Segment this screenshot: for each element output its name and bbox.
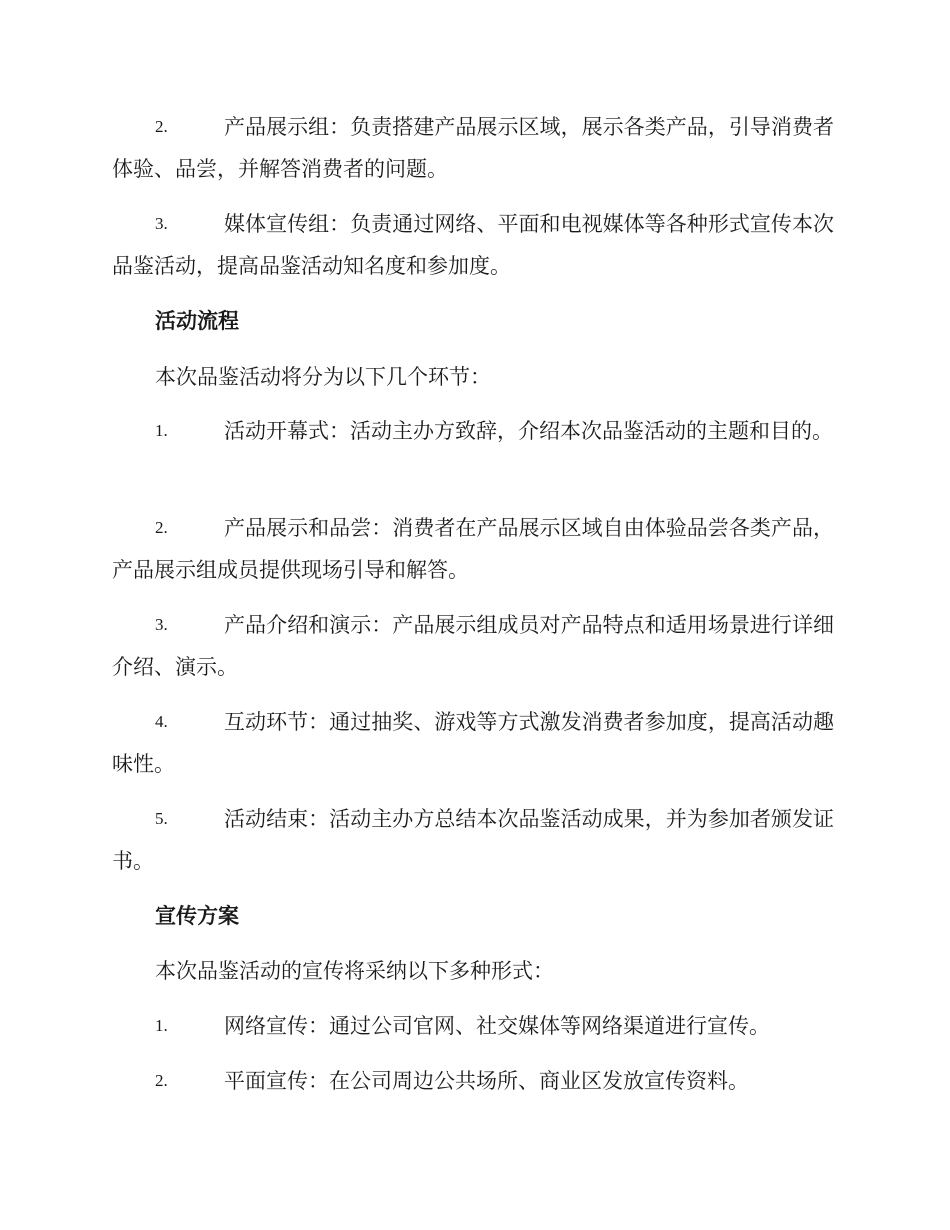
list-item	[112, 1005, 834, 1047]
list-item	[112, 798, 834, 882]
list-text: 产品介绍和演示：产品展示组成员对产品特点和适用场景进行详细介绍、演示。	[112, 613, 834, 679]
list-number: 3.	[155, 214, 168, 233]
list-text: 网络宣传：通过公司官网、社交媒体等网络渠道进行宣传。	[224, 1014, 770, 1038]
list-number: 2.	[155, 117, 168, 136]
list-item	[112, 106, 834, 190]
section-intro-promotion: 本次品鉴活动的宣传将采纳以下多种形式：	[155, 959, 554, 983]
list-item	[112, 1060, 834, 1102]
list-item	[112, 507, 834, 591]
list-number: 1.	[155, 1016, 168, 1035]
list-item	[112, 701, 834, 785]
list-text: 产品展示组：负责搭建产品展示区域，展示各类产品，引导消费者体验、品尝，并解答消费者的问题。	[112, 115, 834, 181]
list-text: 平面宣传：在公司周边公共场所、商业区发放宣传资料。	[224, 1069, 749, 1093]
section-heading-process: 活动流程	[155, 309, 239, 333]
list-number: 3.	[155, 615, 168, 634]
list-number: 4.	[155, 712, 168, 731]
list-number: 1.	[155, 421, 168, 440]
section-intro-process: 本次品鉴活动将分为以下几个环节：	[155, 365, 491, 389]
list-text: 产品展示和品尝：消费者在产品展示区域自由体验品尝各类产品，产品展示组成员提供现场引导和解答。	[112, 516, 834, 582]
section-heading-promotion: 宣传方案	[155, 904, 239, 928]
list-text: 媒体宣传组：负责通过网络、平面和电视媒体等各种形式宣传本次品鉴活动，提高品鉴活动知名度和参加度。	[112, 212, 834, 278]
list-item	[112, 410, 834, 452]
list-text: 活动开幕式：活动主办方致辞，介绍本次品鉴活动的主题和目的。	[224, 419, 833, 443]
list-text: 互动环节：通过抽奖、游戏等方式激发消费者参加度，提高活动趣味性。	[112, 710, 834, 776]
list-number: 2.	[155, 1071, 168, 1090]
list-item	[112, 203, 834, 287]
list-text: 活动结束：活动主办方总结本次品鉴活动成果，并为参加者颁发证书。	[112, 807, 834, 873]
list-item	[112, 604, 834, 688]
list-number: 5.	[155, 809, 168, 828]
list-number: 2.	[155, 518, 168, 537]
